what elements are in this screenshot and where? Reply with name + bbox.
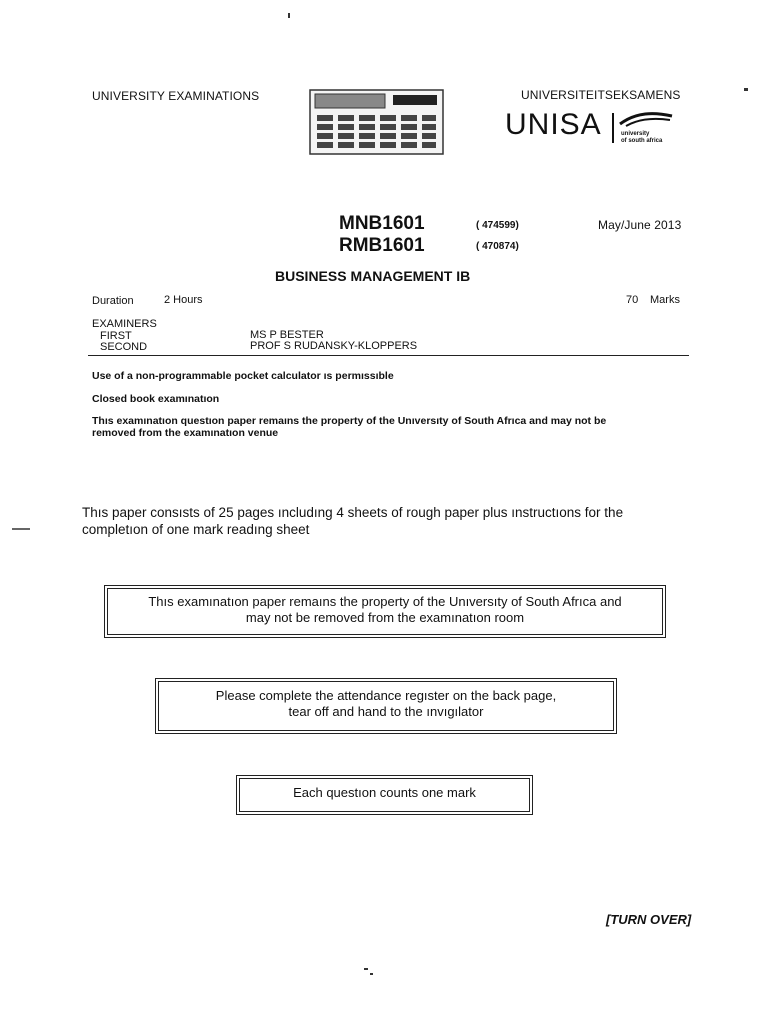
logo-divider	[612, 113, 614, 143]
duration-value: 2 Hours	[164, 294, 203, 306]
course-code-1: MNB1601	[339, 213, 425, 234]
unisa-sub-line2: of south africa	[621, 138, 663, 144]
scan-speck	[744, 88, 748, 91]
header-left-text: UNIVERSITY EXAMINATIONS	[92, 89, 260, 103]
property-box-line1: Thıs examınatıon paper remaıns the property of the Unıversıty of South Afrıca and	[148, 594, 622, 609]
course-number-2: ( 470874)	[476, 241, 519, 252]
course-title: BUSINESS MANAGEMENT IB	[275, 268, 471, 284]
marks-label: Marks	[650, 294, 680, 306]
unisa-logo	[505, 108, 602, 142]
second-examiner-label: SECOND	[100, 341, 148, 353]
examiners-heading: EXAMINERS	[92, 318, 157, 330]
property-box-line2: may not be removed from the examınatıon room	[245, 610, 525, 625]
unisa-sub-line1: university	[621, 131, 650, 137]
attendance-box-line1: Please complete the attendance regıster on the back page,	[215, 688, 557, 703]
scan-speck	[12, 528, 30, 530]
scan-speck	[370, 973, 373, 975]
property-note-line2: removed from the examınatıon venue	[92, 427, 279, 439]
first-examiner-name: MS P BESTER	[250, 329, 324, 341]
exam-date: May/June 2013	[598, 218, 682, 232]
turn-over-text: [TURN OVER]	[606, 912, 692, 927]
calculator-note: Use of a non-programmable pocket calculator ıs permıssıble	[92, 370, 394, 382]
unisa-swoosh-icon	[618, 110, 674, 133]
attendance-box-line2: tear off and hand to the ınvıgılator	[288, 704, 484, 719]
calculator-icon	[309, 89, 444, 155]
header-rule	[88, 355, 689, 356]
unisa-wordmark: UNISA	[505, 108, 602, 141]
marks-value: 70	[626, 294, 639, 306]
scan-speck	[288, 13, 290, 18]
closed-book-note: Closed book examınatıon	[92, 393, 220, 405]
first-examiner-label: FIRST	[100, 330, 132, 342]
header-right-text: UNIVERSITEITSEKSAMENS	[521, 88, 681, 102]
pages-line1: Thıs paper consısts of 25 pages ıncludıng 4 sheets of rough paper plus ınstructıons for the	[82, 505, 624, 520]
property-box	[107, 588, 663, 635]
counts-box	[239, 778, 530, 812]
duration-label: Duration	[92, 295, 134, 307]
counts-box-text: Each questıon counts one mark	[293, 785, 476, 800]
course-number-1: ( 474599)	[476, 220, 519, 231]
property-note-line1: Thıs examınatıon questıon paper remaıns the property of the Unıversıty of South Afrıca and may not be	[92, 415, 607, 427]
course-code-2: RMB1601	[339, 235, 425, 256]
scan-speck	[364, 968, 368, 970]
attendance-box	[158, 681, 614, 731]
second-examiner-name: PROF S RUDANSKY-KLOPPERS	[250, 340, 418, 352]
pages-line2: completıon of one mark readıng sheet	[82, 522, 310, 537]
